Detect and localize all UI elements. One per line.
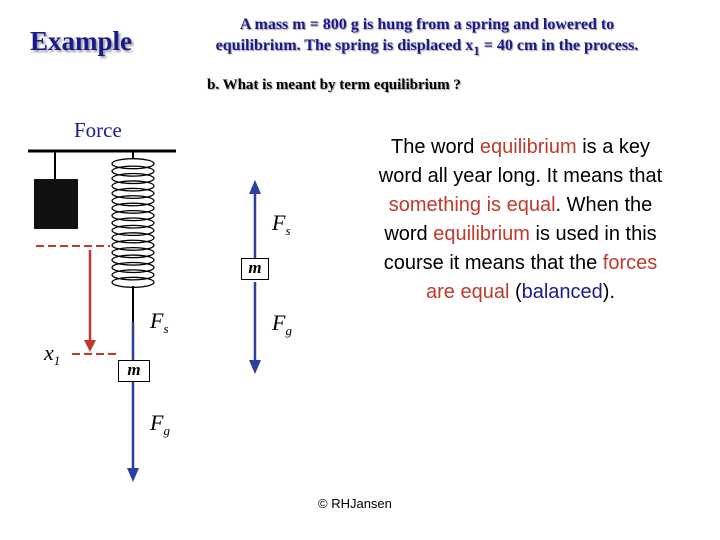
fg-label-bottom: $F_g$ [150,410,170,438]
highlight-balanced: balanced [521,281,603,303]
problem-line-2: equilibrium. The spring is displaced x [215,37,474,54]
equilibrium-explanation: The word equilibrium is a key word all year long. It means that something is equal. When the word equilibrium is used in this course it means that the forces are equal (balanced). [378,136,663,303]
spring-coil [112,277,154,287]
mass-box-lower: m [118,360,150,382]
x1-label: $x_1$ [44,340,61,368]
question-b: b. What is meant by term equilibrium ? [207,77,461,93]
problem-x-subscript: 1 [473,43,480,58]
fg-label-right: $F_g$ [272,310,292,338]
mass-box-upper: m [241,258,269,280]
problem-line-1: A mass m = 800 g is hung from a spring and lowered to [239,16,615,33]
highlight-equilibrium-2: equilibrium [433,223,530,245]
example-title: Example [30,26,133,56]
highlight-something-equal: something is equal [388,194,556,216]
force-label: Force [74,118,122,142]
fg-arrowhead-bottom [127,468,139,482]
copyright: © RHJansen [318,496,392,511]
highlight-equilibrium-1: equilibrium [479,136,577,158]
highlight-forces-equal: forces are equal [425,252,658,303]
fg-arrowhead-right [249,360,261,374]
problem-line-2-end: = 40 cm in the process. [479,37,639,54]
hanging-weight [34,179,78,229]
displacement-arrowhead [84,340,96,352]
spring-coils [112,159,154,288]
fs-arrowhead-right [249,180,261,194]
fs-label-bottom: $F_s$ [150,308,169,336]
fs-label-right: $F_s$ [272,210,291,238]
